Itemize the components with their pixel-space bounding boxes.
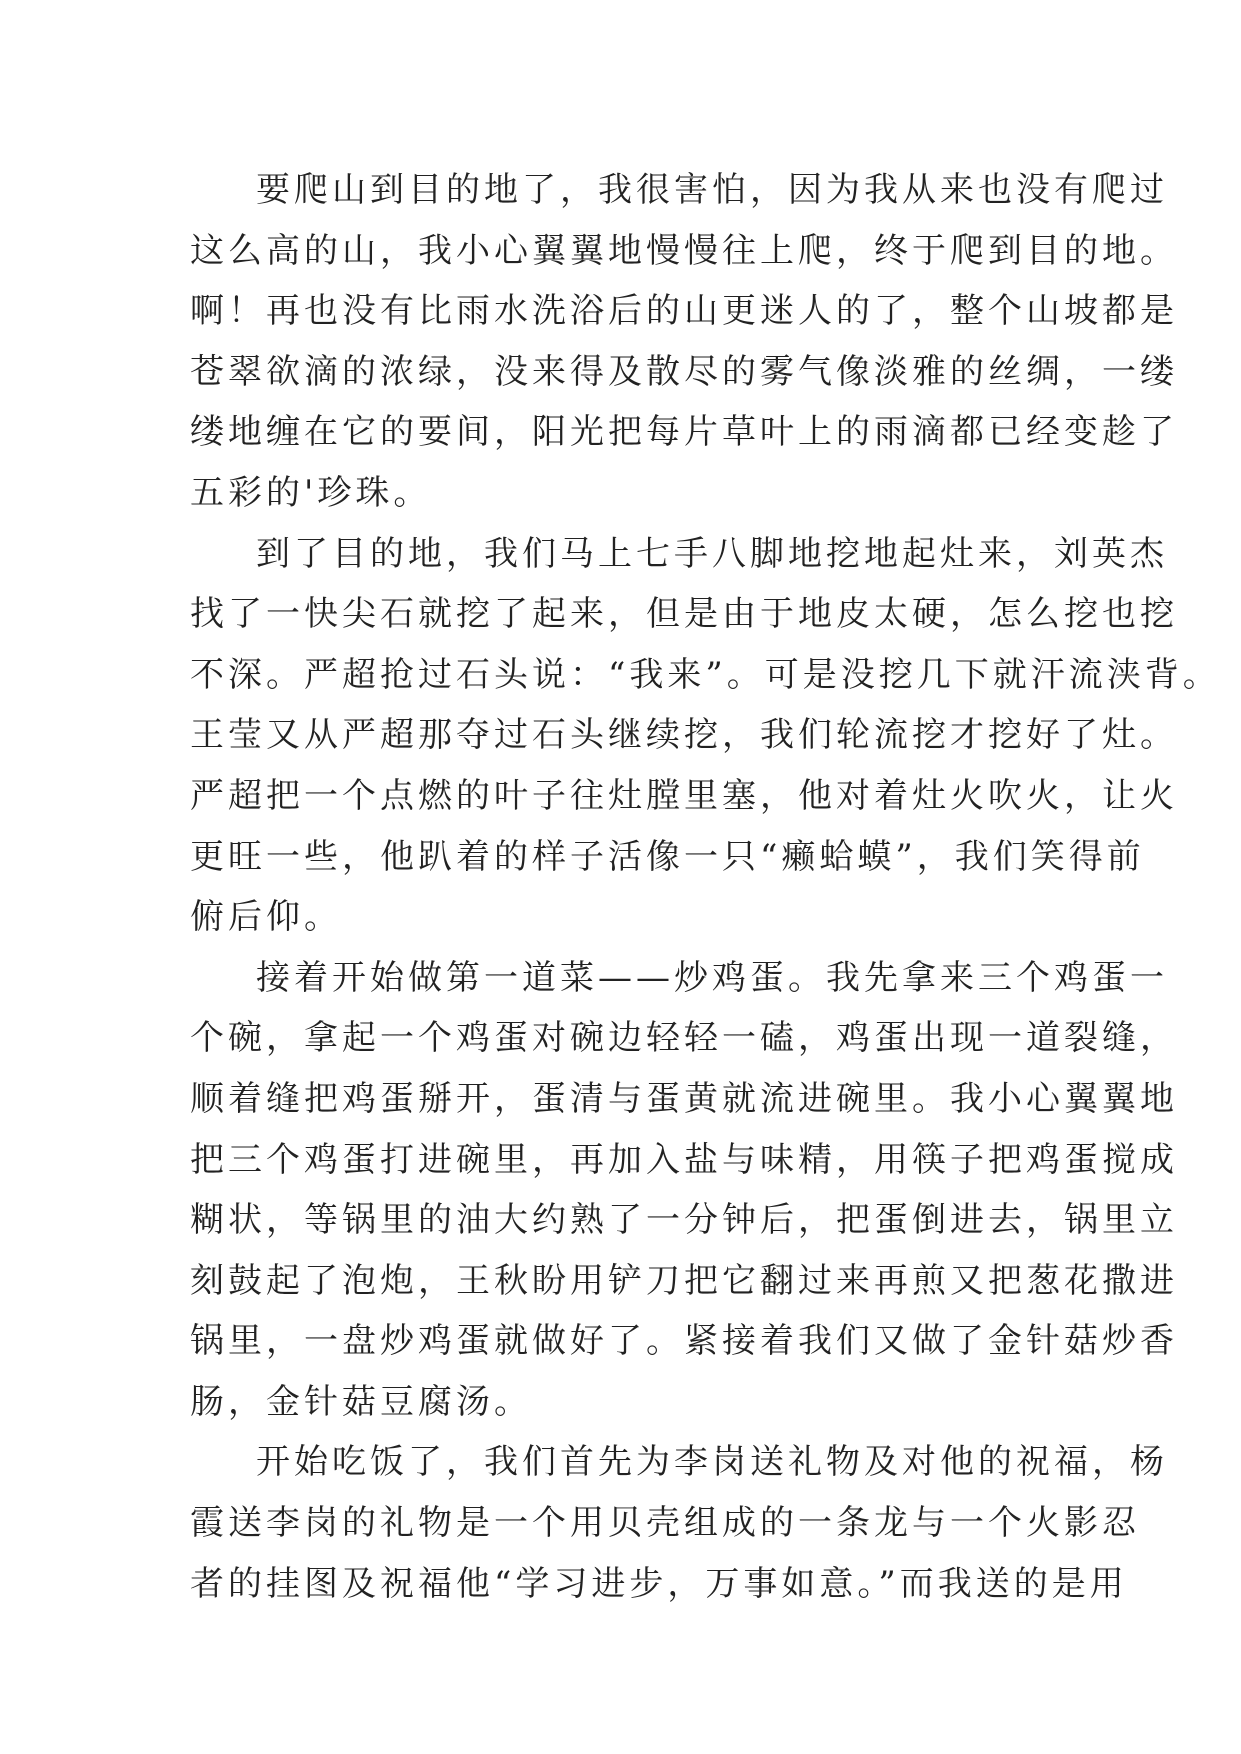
document-body [190, 160, 1221, 1614]
text-line: 个碗，拿起一个鸡蛋对碗边轻轻一磕，鸡蛋出现一道裂缝， [190, 1018, 1178, 1059]
text-line: 王莹又从严超那夺过石头继续挖，我们轮流挖才挖好了灶。 [190, 715, 1178, 756]
text-line: 更旺一些，他趴着的样子活像一只“癞蛤蟆”，我们笑得前 [190, 836, 1145, 877]
text-line: 缕地缠在它的要间，阳光把每片草叶上的雨滴都已经变趁了 [190, 412, 1178, 453]
text-line: 啊！再也没有比雨水洗浴后的山更迷人的了，整个山坡都是 [190, 291, 1178, 332]
paragraph [190, 1432, 1168, 1614]
text-line: 五彩的'珍珠。 [190, 472, 432, 513]
text-line: 要爬山到目的地了，我很害怕，因为我从来也没有爬过 [256, 170, 1168, 210]
text-line: 这么高的山，我小心翼翼地慢慢往上爬，终于爬到目的地。 [190, 230, 1178, 271]
paragraph [190, 524, 1221, 948]
text-line: 不深。严超抢过石头说：“我来”。可是没挖几下就汗流浃背。 [190, 654, 1221, 695]
text-line: 找了一快尖石就挖了起来，但是由于地皮太硬，怎么挖也挖 [190, 594, 1178, 635]
text-line: 到了目的地，我们马上七手八脚地挖地起灶来，刘英杰 [256, 533, 1168, 574]
paragraph [190, 948, 1178, 1433]
text-line: 霞送李岗的礼物是一个用贝壳组成的一条龙与一个火影忍 [190, 1503, 1140, 1544]
text-line: 把三个鸡蛋打进碗里，再加入盐与味精，用筷子把鸡蛋搅成 [190, 1139, 1178, 1180]
text-line: 俯后仰。 [190, 897, 342, 938]
text-line: 糊状，等锅里的油大约熟了一分钟后，把蛋倒进去，锅里立 [190, 1200, 1178, 1241]
text-line: 顺着缝把鸡蛋掰开，蛋清与蛋黄就流进碗里。我小心翼翼地 [190, 1078, 1178, 1119]
text-line: 严超把一个点燃的叶子往灶膛里塞，他对着灶火吹火，让火 [190, 775, 1178, 816]
text-line: 苍翠欲滴的浓绿，没来得及散尽的雾气像淡雅的丝绸，一缕 [190, 351, 1178, 392]
paragraph [190, 160, 1178, 524]
text-line: 肠，金针菇豆腐汤。 [190, 1381, 532, 1422]
text-line: 者的挂图及祝福他“学习进步，万事如意。”而我送的是用 [190, 1563, 1128, 1604]
text-line: 刻鼓起了泡炮，王秋盼用铲刀把它翻过来再煎又把葱花撒进 [190, 1260, 1178, 1301]
text-line: 锅里，一盘炒鸡蛋就做好了。紧接着我们又做了金针菇炒香 [190, 1321, 1178, 1362]
text-line: 接着开始做第一道菜——炒鸡蛋。我先拿来三个鸡蛋一 [256, 957, 1168, 998]
text-line: 开始吃饭了，我们首先为李岗送礼物及对他的祝福，杨 [256, 1442, 1168, 1483]
